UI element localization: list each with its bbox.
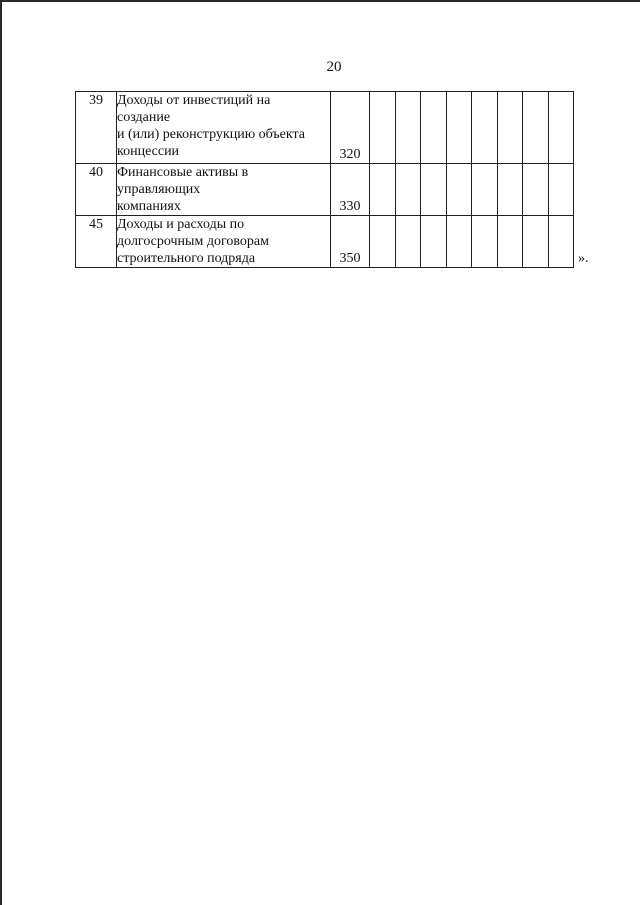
empty-value-cell [497,164,523,216]
indicator-name-line: строительного подряда [117,251,256,266]
indicator-name-line: Доходы и расходы по [117,217,245,232]
table-row [76,92,574,164]
table-row [76,164,574,216]
report-table-body [76,92,574,268]
empty-value-cell [395,164,421,216]
empty-value-cell [523,92,549,164]
empty-value-cell [548,164,574,216]
indicator-name-line: управляющих [117,182,201,197]
empty-value-cell [446,216,472,268]
indicator-name-line: компаниях [117,199,181,214]
empty-value-cell [472,216,498,268]
empty-value-cell [421,92,447,164]
table-row [76,216,574,268]
empty-value-cell [370,216,396,268]
report-table [75,91,574,268]
row-code: 330 [331,164,370,216]
row-code: 320 [331,92,370,164]
indicator-name-line: концессии [117,144,180,159]
indicator-name-line: Финансовые активы в [117,165,249,180]
row-indicator-name [117,92,331,164]
empty-value-cell [421,164,447,216]
indicator-name-line: Доходы от инвестиций на [117,93,271,108]
empty-value-cell [421,216,447,268]
row-number: 39 [76,92,117,164]
indicator-name-line: создание [117,110,171,125]
empty-value-cell [548,92,574,164]
empty-value-cell [472,92,498,164]
row-indicator-name [117,164,331,216]
empty-value-cell [497,92,523,164]
closing-quote: ». [578,251,589,266]
empty-value-cell [395,92,421,164]
empty-value-cell [446,92,472,164]
indicator-name-line: и (или) реконструкцию объекта [117,127,305,142]
empty-value-cell [497,216,523,268]
empty-value-cell [370,92,396,164]
indicator-name-line: долгосрочным договорам [117,234,269,249]
row-code: 350 [331,216,370,268]
page-edge-top [0,0,640,2]
empty-value-cell [523,164,549,216]
page-number: 20 [326,59,342,75]
page-edge-left [0,0,2,905]
empty-value-cell [548,216,574,268]
empty-value-cell [370,164,396,216]
row-number: 45 [76,216,117,268]
empty-value-cell [446,164,472,216]
row-indicator-name [117,216,331,268]
empty-value-cell [472,164,498,216]
empty-value-cell [523,216,549,268]
row-number: 40 [76,164,117,216]
empty-value-cell [395,216,421,268]
